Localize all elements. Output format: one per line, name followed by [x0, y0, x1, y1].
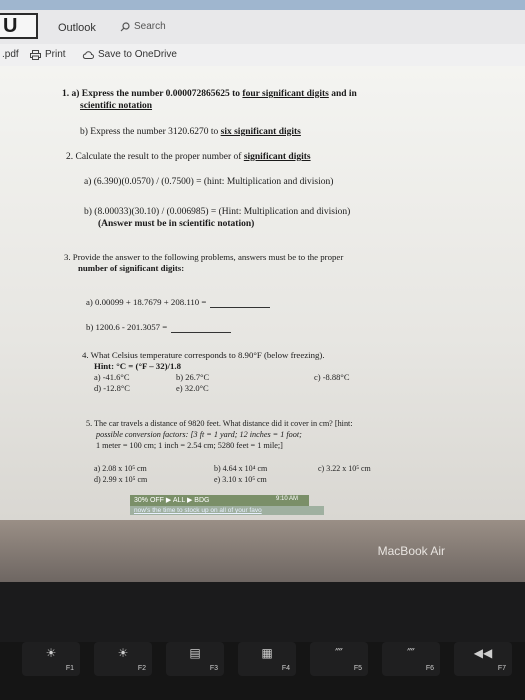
search-box[interactable]: [120, 21, 166, 32]
key-f1[interactable]: ☀ F1: [22, 642, 80, 676]
print-label: Print: [45, 49, 66, 60]
worksheet-document: [0, 66, 525, 520]
q5-line2: possible conversion factors: [3 ft = 1 yard; 12 inches = 1 foot;: [96, 430, 302, 439]
key-f4[interactable]: ▦ F4: [238, 642, 296, 676]
key-f2[interactable]: ☀ F2: [94, 642, 152, 676]
q5-option-d: d) 2.99 x 10⁵ cm: [94, 475, 148, 484]
banner-time: 9:10 AM: [276, 496, 299, 502]
q1a: 1. a) Express the number 0.000072865625 to four significant digits and in: [62, 89, 357, 99]
save-onedrive-label: Save to OneDrive: [98, 49, 177, 60]
mission-control-icon: ▤: [189, 646, 201, 660]
laptop-brand: MacBook Air: [377, 544, 445, 558]
answer-blank: [171, 332, 231, 333]
search-icon: [120, 22, 130, 32]
key-f3[interactable]: ▤ F3: [166, 642, 224, 676]
q4-heading: 4. What Celsius temperature corresponds to 8.90°F (below freezing).: [82, 350, 325, 360]
key-f7[interactable]: ◀◀ F7: [454, 642, 512, 676]
q5-option-b: b) 4.64 x 10⁴ cm: [214, 464, 268, 473]
brightness-down-icon: ☀: [45, 646, 57, 660]
attachment-toolbar: [0, 44, 525, 67]
answer-blank: [210, 307, 270, 308]
brightness-up-icon: ☀: [117, 646, 129, 660]
browser-top-strip: [0, 0, 525, 10]
app-name: Outlook: [58, 22, 96, 34]
q5-heading: 5. The car travels a distance of 9820 feet. What distance did it cover in cm? [hint:: [86, 419, 353, 428]
keyboard-light-up-icon: ⁗: [407, 646, 415, 660]
q5-line3: 1 meter = 100 cm; 1 inch = 2.54 cm; 5280 feet = 1 mile;]: [96, 441, 283, 450]
q3-heading-2: number of significant digits:: [78, 263, 185, 273]
q1b: b) Express the number 3120.6270 to six significant digits: [80, 127, 301, 137]
print-button[interactable]: [30, 49, 66, 60]
q1a-line2: scientific notation: [80, 101, 153, 111]
q2-heading: 2. Calculate the result to the proper number of significant digits: [66, 152, 311, 162]
rewind-icon: ◀◀: [473, 646, 493, 660]
launchpad-icon: ▦: [261, 646, 273, 660]
q5-option-a: a) 2.08 x 10⁵ cm: [94, 464, 147, 473]
q3b: b) 1200.6 - 201.3057 =: [86, 321, 231, 333]
cloud-icon: [82, 51, 94, 59]
q5-option-c: c) 3.22 x 10⁵ cm: [318, 464, 371, 473]
q4-option-d: d) -12.8°C: [94, 383, 130, 393]
q5-option-e: e) 3.10 x 10⁵ cm: [214, 475, 267, 484]
q3a: a) 0.00099 + 18.7679 + 208.110 =: [86, 296, 270, 308]
q2b-note: (Answer must be in scientific notation): [98, 219, 255, 229]
q4-option-b: b) 26.7°C: [176, 372, 210, 382]
ad-banner-link[interactable]: now's the time to stock up on all of your favo: [130, 506, 324, 515]
ad-banner[interactable]: 30% OFF ▶ ALL ▶ BDG: [130, 495, 309, 506]
save-onedrive-button[interactable]: [82, 49, 177, 60]
keyboard-light-down-icon: ⁗: [335, 646, 343, 660]
search-label: Search: [134, 21, 166, 32]
function-key-row: [0, 642, 525, 700]
q2b: b) (8.00033)(30.10) / (0.006985) = (Hint: Multiplication and division): [84, 207, 351, 217]
file-extension: .pdf: [2, 49, 19, 60]
key-f6[interactable]: ⁗ F6: [382, 642, 440, 676]
q4-option-c: c) -8.88°C: [314, 372, 350, 382]
q4-option-e: e) 32.0°C: [176, 383, 209, 393]
q2a: a) (6.390)(0.0570) / (0.7500) = (hint: Multiplication and division): [84, 177, 334, 187]
q4-hint: Hint: °C = (°F – 32)/1.8: [94, 361, 181, 371]
printer-icon: [30, 50, 41, 60]
q4-option-a: a) -41.6°C: [94, 372, 130, 382]
q3-heading: 3. Provide the answer to the following problems, answers must be to the proper: [64, 252, 344, 262]
key-f5[interactable]: ⁗ F5: [310, 642, 368, 676]
app-tab[interactable]: U: [0, 13, 38, 39]
